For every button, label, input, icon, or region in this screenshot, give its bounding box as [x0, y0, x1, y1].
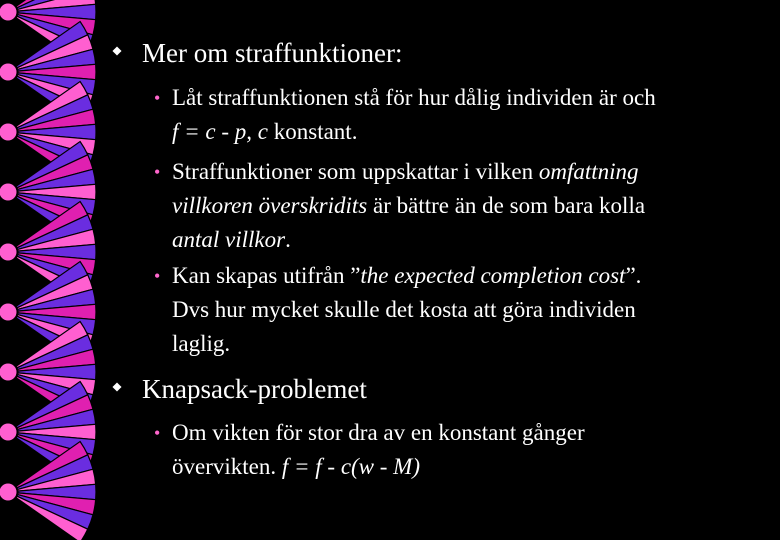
- text-run: Straffunktioner som uppskattar i vilken: [172, 159, 539, 184]
- text-run: Kan skapas utifrån ”: [172, 263, 361, 288]
- sub-bullet-text: [172, 416, 772, 484]
- text-run: konstant.: [268, 119, 358, 144]
- text-run: övervikten.: [172, 454, 282, 479]
- sub-bullet-dot: •: [154, 162, 161, 182]
- fan-hub: [0, 63, 17, 81]
- italic-run: omfattning: [538, 159, 639, 184]
- text-line: [172, 293, 772, 327]
- sub-bullet-dot: •: [154, 88, 161, 108]
- text-line: [172, 155, 772, 189]
- diamond-bullet-icon: [112, 46, 121, 55]
- text-line: [172, 450, 772, 484]
- italic-run: the expected completion cost: [360, 263, 626, 288]
- sub-bullet-text: [172, 155, 772, 257]
- sub-bullet-1-2: [154, 155, 769, 257]
- text-run: .: [285, 227, 291, 252]
- italic-run: antal villkor: [172, 227, 286, 252]
- text-line: [172, 81, 772, 115]
- text-line: [172, 327, 772, 361]
- text-run: Om vikten för stor dra av en konstant gånger: [172, 420, 585, 445]
- text-run: ”.: [625, 263, 642, 288]
- heading-text: Knapsack-problemet: [142, 374, 367, 404]
- text-run: är bättre än de som bara kolla: [367, 193, 646, 218]
- sub-bullet-1-3: [154, 259, 769, 361]
- text-line: [172, 115, 772, 149]
- text-run: Dvs hur mycket skulle det kosta att göra individen: [172, 297, 636, 322]
- italic-run: f = c - p, c: [172, 119, 268, 144]
- fan-hub: [0, 363, 17, 381]
- fan-hub: [0, 3, 17, 21]
- fan-hub: [0, 423, 17, 441]
- sub-bullet-text: [172, 81, 772, 149]
- italic-run: villkoren överskridits: [172, 193, 368, 218]
- text-line: [172, 189, 772, 223]
- text-line: [172, 223, 772, 257]
- diamond-bullet-icon: [112, 382, 121, 391]
- sub-bullet-dot: •: [154, 266, 161, 286]
- sub-bullet-2-1: [154, 416, 769, 484]
- fan-hub: [0, 483, 17, 501]
- fan-hub: [0, 183, 17, 201]
- fan-hub: [0, 243, 17, 261]
- fan-hub: [0, 303, 17, 321]
- italic-run: f = f - c(w - M): [281, 454, 421, 479]
- text-line: [172, 259, 772, 293]
- fan-hub: [0, 123, 17, 141]
- text-run: laglig.: [172, 331, 231, 356]
- decorative-fan-border: [0, 0, 100, 540]
- text-run: Låt straffunktionen stå för hur dålig individen är och: [172, 85, 656, 110]
- sub-bullet-1-1: [154, 81, 769, 149]
- heading-text: Mer om straffunktioner:: [142, 38, 403, 68]
- sub-bullet-dot: •: [154, 423, 161, 443]
- text-line: [172, 416, 772, 450]
- sub-bullet-text: [172, 259, 772, 361]
